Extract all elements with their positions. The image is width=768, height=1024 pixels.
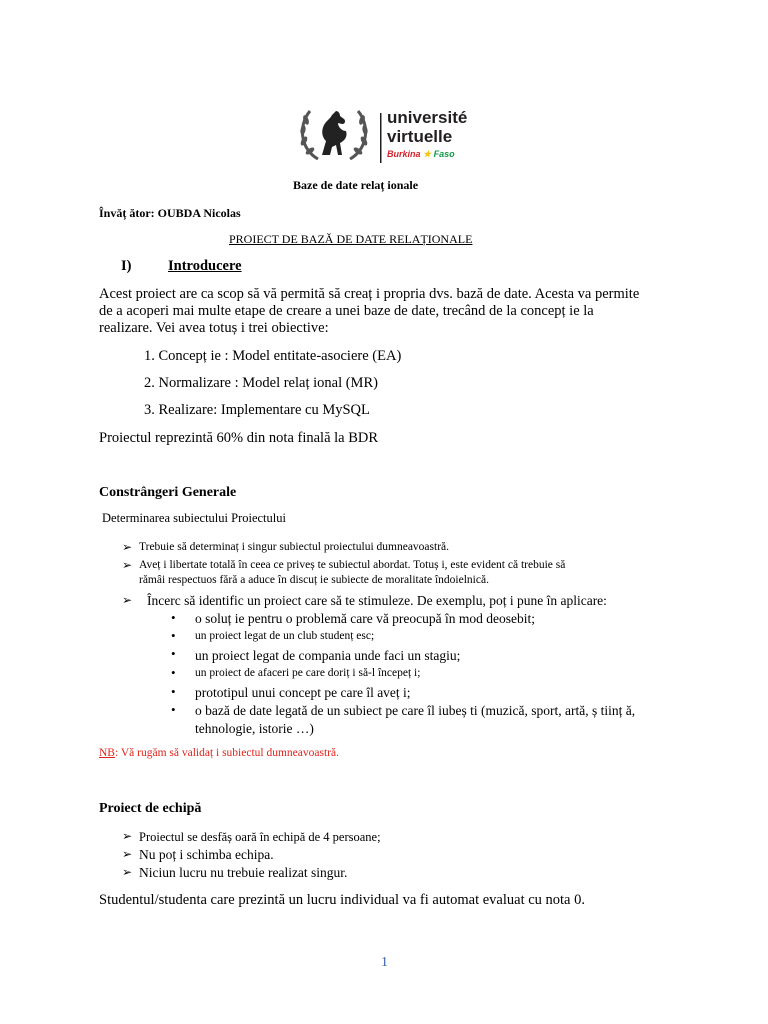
- example-6: o bază de date legată de un subiect pe care îl iubeș ti (muzică, sport, artă, ș tiinț ă,: [195, 703, 636, 718]
- section3-title: Proiect de echipă: [99, 801, 202, 816]
- constraint-3: Încerc să identific un proiect care să te stimuleze. De exemplu, poț i pune în aplicare:: [147, 593, 607, 608]
- page-number: 1: [381, 955, 388, 970]
- section2-title: Constrângeri Generale: [99, 485, 237, 500]
- nb-label: NB: [99, 747, 115, 759]
- university-logo: [288, 97, 480, 175]
- objective-3: 3. Realizare: Implementare cu MySQL: [144, 402, 370, 418]
- example-5: prototipul unui concept pe care îl aveț i;: [195, 685, 411, 700]
- bullet-icon: •: [171, 610, 176, 625]
- grade-note: Proiectul reprezintă 60% din nota finală la BDR: [99, 430, 379, 446]
- section2-subtitle: Determinarea subiectului Proiectului: [102, 511, 286, 525]
- example-6-cont: tehnologie, istorie …): [195, 721, 314, 736]
- nb-text: : Vă rugăm să validaț i subiectul dumneavoastră.: [114, 747, 339, 759]
- bullet-icon: •: [171, 646, 176, 661]
- arrow-icon: ➢: [122, 847, 133, 861]
- constraint-2-cont: rămâi respectuos fără a aduce în discuț ie subiecte de moralitate îndoielnică.: [139, 574, 489, 586]
- example-1: o soluț ie pentru o problemă care vă preocupă în mod deosebit;: [195, 611, 536, 626]
- logo-line2: virtuelle: [387, 127, 453, 146]
- bullet-icon: •: [171, 628, 176, 643]
- logo-line1: université: [387, 108, 468, 127]
- constraint-1: Trebuie să determinaț i singur subiectul proiectului dumneavoastră.: [139, 541, 450, 553]
- bullet-icon: •: [171, 702, 176, 717]
- example-4: un proiect de afaceri pe care doriț i să-l începeț i;: [195, 667, 421, 679]
- intro-line-1: Acest proiect are ca scop să vă permită să creaț i propria dvs. bază de date. Acesta va permite: [99, 286, 640, 302]
- star-icon: ★: [423, 149, 432, 159]
- logo-country-b: Faso: [433, 149, 455, 159]
- nb-note: [99, 747, 339, 759]
- constraint-2: Aveț i libertate totală în ceea ce priveș te subiectul abordat. Totuș i, este evident că trebuie să: [139, 559, 566, 571]
- intro-line-3: realizare. Vei avea totuș i trei obiective:: [99, 320, 329, 336]
- section1-number: I): [121, 258, 132, 274]
- bullet-icon: •: [171, 684, 176, 699]
- final-note: Studentul/studenta care prezintă un lucru individual va fi automat evaluat cu nota 0.: [99, 892, 585, 908]
- bullet-icon: •: [171, 665, 176, 680]
- teacher-line: Învăț ător: OUBDA Nicolas: [99, 206, 241, 220]
- intro-line-2: de a acoperi mai multe etape de creare a unei baze de date, trecând de la concepț ie la: [99, 303, 594, 319]
- team-rule-1: Proiectul se desfăș oară în echipă de 4 persoane;: [139, 830, 381, 844]
- example-3: un proiect legat de compania unde faci un stagiu;: [195, 648, 461, 663]
- logo-country-a: Burkina: [387, 149, 421, 159]
- course-title: Baze de date relaț ionale: [293, 178, 419, 192]
- objective-2: 2. Normalizare : Model relaț ional (MR): [144, 375, 378, 391]
- objective-1: 1. Concepț ie : Model entitate-asociere (EA): [144, 348, 402, 364]
- team-rule-3: Niciun lucru nu trebuie realizat singur.: [139, 865, 348, 880]
- team-rule-2: Nu poț i schimba echipa.: [139, 847, 274, 862]
- arrow-icon: ➢: [122, 540, 133, 554]
- section1-title: Introducere: [168, 258, 242, 274]
- arrow-icon: ➢: [122, 593, 133, 607]
- project-title: PROIECT DE BAZĂ DE DATE RELAȚIONALE: [229, 232, 473, 246]
- arrow-icon: ➢: [122, 829, 133, 843]
- arrow-icon: ➢: [122, 865, 133, 879]
- example-2: un proiect legat de un club studenț esc;: [195, 630, 375, 642]
- arrow-icon: ➢: [122, 558, 133, 572]
- logo-country: [387, 149, 455, 159]
